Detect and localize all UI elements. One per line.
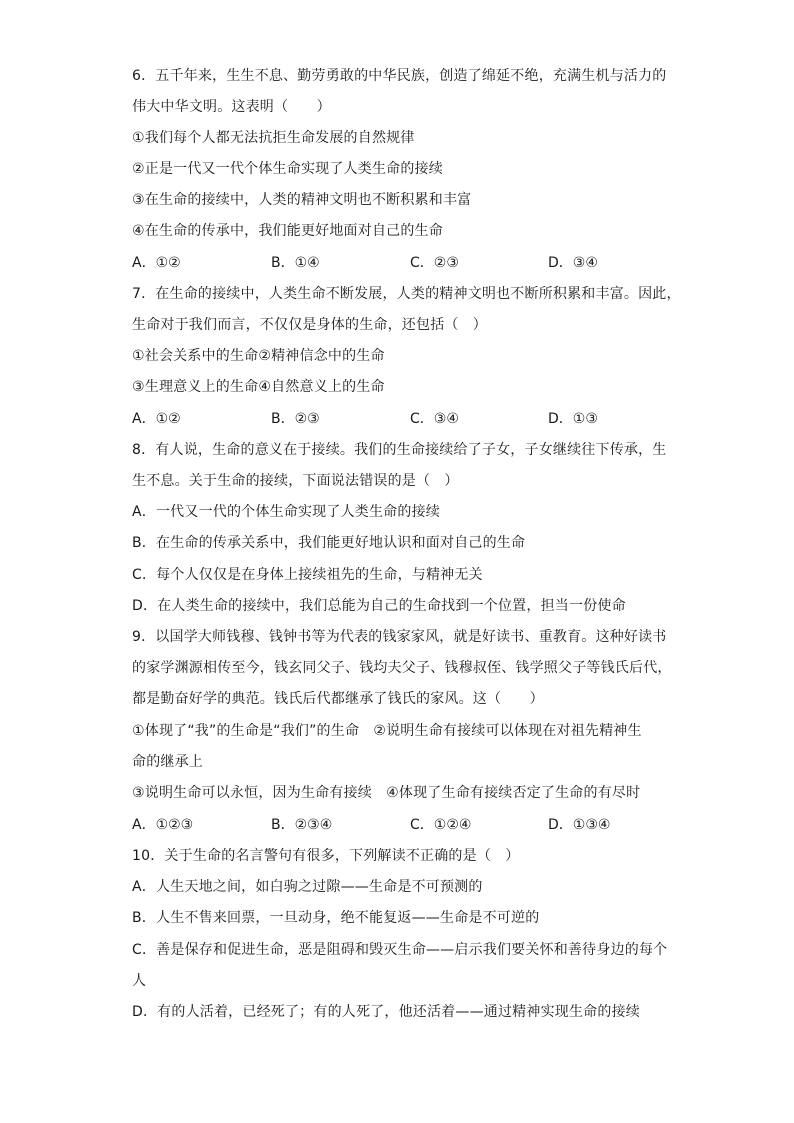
question-9-option-c: C．①②④ <box>410 817 472 833</box>
question-10-option-d: D．有的人活着，已经死了；有的人死了，他还活着——通过精神实现生命的接续 <box>132 1004 640 1020</box>
question-7-stem-line-2: 生命对于我们而言，不仅仅是身体的生命，还包括（ ） <box>132 317 487 333</box>
question-7-options <box>132 409 652 429</box>
question-9-option-a: A．①②③ <box>132 817 194 833</box>
question-9-statement-1-2: ①体现了“我”的生命是“我们”的生命 ②说明生命有接续可以体现在对祖先精神生 <box>132 723 642 739</box>
question-7-stem-line-1: 7．在生命的接续中，人类生命不断发展，人类的精神文明也不断所积累和丰富。因此， <box>132 286 681 302</box>
question-7-option-d: D．①③ <box>548 411 598 427</box>
question-8-stem-line-1: 8．有人说，生命的意义在于接续。我们的生命接续给了子女，子女继续往下传承，生 <box>132 442 667 458</box>
question-9-stem-line-1: 9．以国学大师钱穆、钱钟书等为代表的钱家家风，就是好读书、重教育。这种好读书 <box>132 629 667 645</box>
question-6-options <box>132 253 652 273</box>
question-6-stem-line-2: 伟大中华文明。这表明（ ） <box>132 99 331 115</box>
question-6-statement-4: ④在生命的传承中，我们能更好地面对自己的生命 <box>132 223 443 239</box>
question-6-option-d: D．③④ <box>548 255 598 271</box>
question-6-stem-line-1: 6．五千年来，生生不息、勤劳勇敢的中华民族，创造了绵延不绝，充满生机与活力的 <box>132 68 667 84</box>
question-8-option-a: A．一代又一代的个体生命实现了人类生命的接续 <box>132 504 440 520</box>
question-9-statement-3-4: ③说明生命可以永恒，因为生命有接续 ④体现了生命有接续否定了生命的有尽时 <box>132 785 641 801</box>
question-6-statement-2: ②正是一代又一代个体生命实现了人类生命的接续 <box>132 161 443 177</box>
question-6-statement-3: ③在生命的接续中，人类的精神文明也不断积累和丰富 <box>132 192 472 208</box>
question-8-option-d: D．在人类生命的接续中，我们总能为自己的生命找到一个位置，担当一份使命 <box>132 598 626 614</box>
question-10-option-a: A．人生天地之间，如白驹之过隙——生命是不可预测的 <box>132 879 483 895</box>
question-7-option-b: B．②③ <box>271 411 320 427</box>
question-7-option-a: A．①② <box>132 411 181 427</box>
question-9-option-d: D．①③④ <box>548 817 611 833</box>
question-6-option-a: A．①② <box>132 255 181 271</box>
question-9-option-b: B．②③④ <box>271 817 333 833</box>
question-8-stem-line-2: 生不息。关于生命的接续，下面说法错误的是（ ） <box>132 473 459 489</box>
question-9-stem-line-3: 都是勤奋好学的典范。钱氏后代都继承了钱氏的家风。这（ ） <box>132 691 544 707</box>
question-10-stem: 10．关于生命的名言警句有很多，下列解读不正确的是（ ） <box>132 848 520 864</box>
question-6-option-b: B．①④ <box>271 255 320 271</box>
question-7-option-c: C．③④ <box>410 411 459 427</box>
question-9-statement-2-cont: 命的继承上 <box>132 754 203 770</box>
question-10-option-c-cont: 人 <box>132 973 147 989</box>
question-10-option-c: C．善是保存和促进生命，恶是阻碍和毁灭生命——启示我们要关怀和善待身边的每个 <box>132 942 668 958</box>
question-8-option-b: B．在生命的传承关系中，我们能更好地认识和面对自己的生命 <box>132 535 526 551</box>
question-6-option-c: C．②③ <box>410 255 459 271</box>
question-8-option-c: C．每个人仅仅是在身体上接续祖先的生命，与精神无关 <box>132 567 483 583</box>
question-9-stem-line-2: 的家学渊源相传至今，钱玄同父子、钱均夫父子、钱穆叔侄、钱学照父子等钱氏后代， <box>132 660 672 676</box>
question-7-statement-2: ③生理意义上的生命④自然意义上的生命 <box>132 379 385 395</box>
question-6-statement-1: ①我们每个人都无法抗拒生命发展的自然规律 <box>132 130 415 146</box>
question-9-options <box>132 815 652 835</box>
question-7-statement-1: ①社会关系中的生命②精神信念中的生命 <box>132 348 385 364</box>
question-10-option-b: B．人生不售来回票，一旦动身，绝不能复返——生命是不可逆的 <box>132 910 540 926</box>
